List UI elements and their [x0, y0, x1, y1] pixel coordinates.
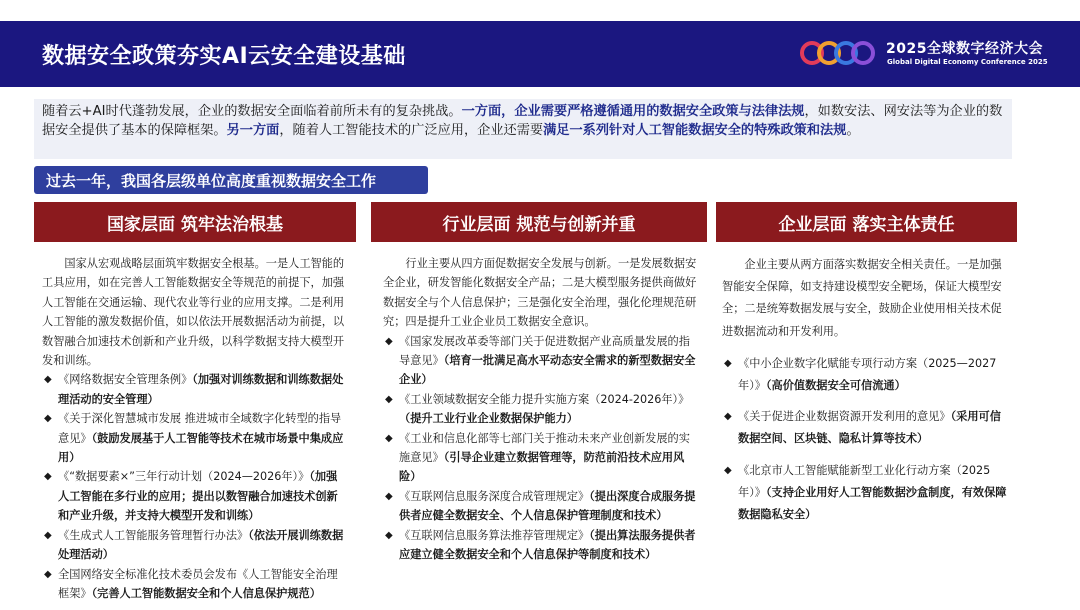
policy-note: （提出算法服务提供者应建立健全数据安全和个人信息保护等制度和技术） — [399, 528, 696, 562]
logo-title-cn: 2025全球数字经济大会 — [886, 41, 1043, 57]
diamond-bullet-icon: ◆ — [385, 490, 393, 502]
policy-name: 全国网络安全标准化技术委员会发布《人工智能安全治理框架》 — [58, 567, 338, 600]
policy-name: 《互联网信息服务深度合成管理规定》 — [399, 489, 590, 503]
diamond-bullet-icon: ◆ — [44, 374, 52, 386]
column-national — [42, 254, 348, 603]
intro-text: ，随着人工智能技术的广泛应用，企业还需要 — [279, 122, 544, 138]
page-title: 数据安全政策夯实AI云安全建设基础 — [42, 44, 406, 69]
intro-text: ，如数安法、网安法等为企业的数据安全提供了基本的保障框架。 — [42, 104, 1003, 138]
policy-name: 《网络数据安全管理条例》 — [58, 373, 193, 387]
policy-note: （培育一批满足高水平动态安全需求的新型数据安全企业） — [399, 354, 696, 387]
section-banner — [34, 166, 428, 194]
policy-item — [383, 429, 701, 487]
policy-item — [42, 409, 348, 467]
policy-note: （引导企业建立数据管理等，防范前沿技术应用风险） — [399, 451, 685, 484]
column-intro: 企业主要从两方面落实数据安全相关责任。一是加强智能安全保障，如支持建设模型安全靶场，保证大模型安全；二是统筹数据发展与安全，鼓励企业使用相关技术促进数据流动和开发利用。 — [722, 258, 1002, 338]
intro-highlight: 满足一系列针对人工智能数据安全的特殊政策和法规 — [543, 122, 847, 138]
diamond-bullet-icon: ◆ — [385, 335, 393, 347]
column-header-industry: 行业层面 规范与创新并重 — [371, 202, 707, 242]
policy-note: （鼓励发展基于人工智能等技术在城市场景中集成应用） — [58, 431, 344, 465]
policy-name: 《中小企业数字化赋能专项行动方案（2025—2027年）》 — [738, 356, 997, 393]
policy-item — [383, 332, 701, 390]
diamond-bullet-icon: ◆ — [724, 464, 732, 476]
column-industry — [383, 254, 701, 565]
policy-name: 《工业和信息化部等七部门关于推动未来产业创新发展的实施意见》 — [399, 431, 690, 465]
conference-logo — [800, 35, 1070, 75]
policy-name: 《国家发展改革委等部门关于促进数据产业高质量发展的指导意见》 — [399, 334, 690, 368]
policy-note: （加强人工智能在多行业的应用；提出以数智融合加速技术创新和产业升级，并支持大模型开发和训练） — [58, 470, 338, 523]
diamond-bullet-icon: ◆ — [385, 393, 393, 405]
policy-list — [42, 370, 348, 603]
diamond-bullet-icon: ◆ — [724, 411, 732, 423]
diamond-bullet-icon: ◆ — [44, 413, 52, 425]
diamond-bullet-icon: ◆ — [44, 471, 52, 483]
policy-item — [42, 370, 348, 409]
intro-text: 。 — [846, 122, 860, 138]
column-header-national: 国家层面 筑牢法治根基 — [34, 202, 356, 242]
policy-note: （采用可信数据空间、区块链、隐私计算等技术） — [738, 410, 1001, 446]
policy-list — [383, 332, 701, 565]
policy-item — [383, 526, 701, 565]
policy-note: （提出深度合成服务提供者应健全数据安全、个人信息保护管理制度和技术） — [399, 489, 696, 523]
intro-highlight: 另一方面 — [226, 122, 280, 138]
policy-note: （支持企业用好人工智能数据沙盒制度，有效保障数据隐私安全） — [738, 485, 1007, 522]
policy-note: （完善人工智能数据安全和个人信息保护规范） — [91, 586, 321, 600]
policy-name: 《关于深化智慧城市发展 推进城市全域数字化转型的指导意见》 — [58, 412, 342, 445]
policy-note: （依法开展训练数据处理活动） — [58, 528, 344, 562]
diamond-bullet-icon: ◆ — [44, 529, 52, 541]
policy-name: 《“数据要素×”三年行动计划（2024—2026年）》 — [58, 470, 310, 484]
policy-item — [42, 565, 348, 604]
policy-name: 《工业领域数据安全能力提升实施方案（2024-2026年）》 — [399, 392, 690, 406]
policy-name: 《关于促进企业数据资源开发利用的意见》 — [738, 410, 951, 424]
column-intro: 国家从宏观战略层面筑牢数据安全根基。一是人工智能的工具应用，如在完善人工智能数据安全等规范的前提下，加强人工智能在交通运输、现代农业等行业的应用支撑。二是利用人工智能的激发数据价值，如以依法开展数据活动为前提，以数智融合加速技术创新和产业升级，以科学数据支持大模型开发和训练。 — [42, 257, 345, 368]
intro-text: 随着云+AI时代蓬勃发展，企业的数据安全面临着前所未有的复杂挑战。 — [42, 104, 462, 119]
column-intro: 行业主要从四方面促数据安全发展与创新。一是发展数据安全企业，研发智能化数据安全产品；二是大模型服务提供商做好数据安全与个人信息保护；三是强化安全治理，强化伦理规范研究；四是提升工业企业员工数据安全意识。 — [383, 257, 697, 329]
policy-item — [722, 460, 1012, 527]
diamond-bullet-icon: ◆ — [724, 357, 732, 369]
column-enterprise — [722, 254, 1012, 535]
section-banner-text: 过去一年，我国各层级单位高度重视数据安全工作 — [46, 172, 377, 190]
policy-item — [383, 487, 701, 526]
policy-name: 《北京市人工智能赋能新型工业化行动方案（2025年）》 — [738, 463, 991, 499]
diamond-bullet-icon: ◆ — [44, 568, 52, 580]
policy-note: （高价值数据安全可信流通） — [765, 379, 906, 393]
policy-item — [42, 526, 348, 565]
policy-item — [383, 390, 701, 429]
policy-name: 《互联网信息服务算法推荐管理规定》 — [399, 528, 590, 542]
column-header-enterprise: 企业层面 落实主体责任 — [716, 202, 1017, 242]
policy-note: （提升工业行业企业数据保护能力） — [399, 412, 579, 426]
policy-item — [42, 467, 348, 525]
diamond-bullet-icon: ◆ — [385, 432, 393, 444]
policy-item — [722, 353, 1012, 397]
diamond-bullet-icon: ◆ — [385, 529, 393, 541]
policy-list — [722, 353, 1012, 526]
intro-paragraph — [34, 99, 1012, 159]
intro-highlight: 一方面，企业需要严格遵循通用的数据安全政策与法律法规 — [461, 104, 805, 119]
policy-note: （加强对训练数据和训练数据处理活动的安全管理） — [58, 373, 344, 406]
policy-name: 《生成式人工智能服务管理暂行办法》 — [58, 528, 249, 542]
logo-title-en: Global Digital Economy Conference 2025 — [887, 58, 1048, 66]
policy-item — [722, 406, 1012, 450]
gdec-logo-mark — [800, 41, 878, 67]
page-header — [0, 21, 1080, 87]
